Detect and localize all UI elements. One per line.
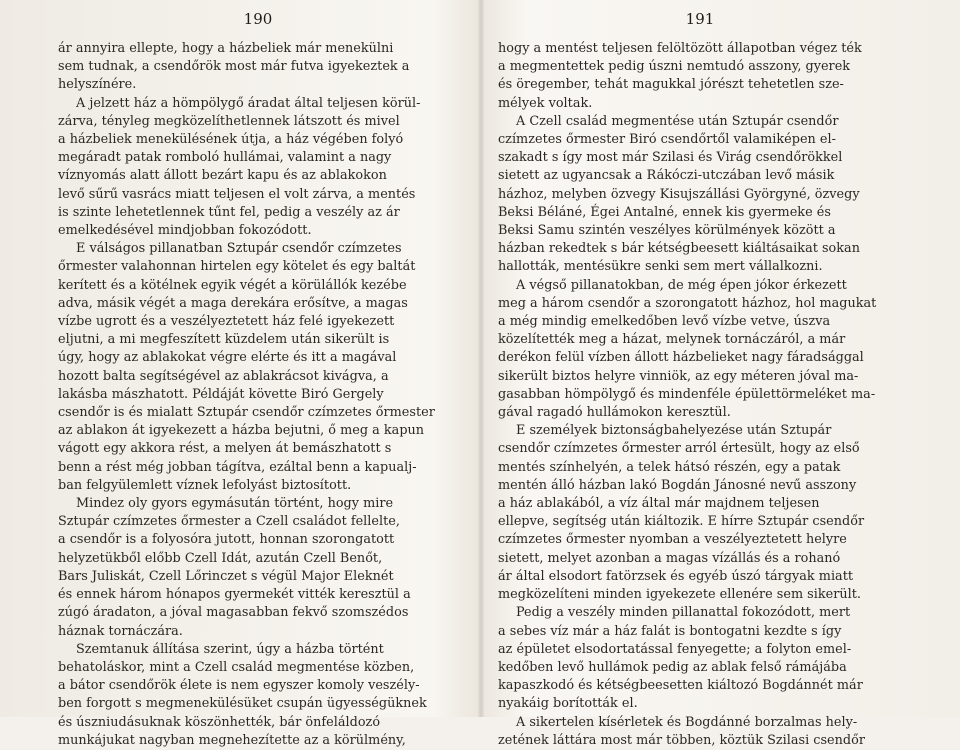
text-line: A Czell család megmentése után Sztupár csendőr: [516, 113, 839, 129]
text-line: közelítették meg a házat, melynek tornáczáról, a már: [498, 332, 846, 348]
text-line: hallották, mentésükre senki sem mert vállalkozni.: [498, 259, 823, 275]
right-page-text: [498, 40, 902, 750]
text-line: az ablakon át igyekezett a házba bejutni, ő meg a kapun: [58, 423, 425, 439]
text-line: gasabban hömpölygő és mindenféle épülettörmeléket ma-: [498, 386, 876, 402]
text-line: benn a rést még jobban tágítva, ezáltal benn a kapualj-: [58, 459, 417, 475]
text-line: szakadt s így most már Szilasi és Virág csendőrökkel: [498, 150, 843, 166]
text-line: behatoláskor, mint a Czell család megmentése közben,: [58, 659, 415, 675]
text-line: megáradt patak romboló hullámai, valamint a nagy: [58, 150, 392, 166]
text-line: Szemtanuk állítása szerint, úgy a házba történt: [76, 641, 384, 657]
text-line: hogy a mentést teljesen felöltözött állapotban végez ték: [498, 41, 862, 56]
text-line: Sztupár czímzetes őrmester a Czell családot fellelte,: [58, 514, 400, 530]
text-line: Pedig a veszély minden pillanattal fokozódott, mert: [516, 605, 851, 621]
left-page-number: 190: [243, 10, 273, 28]
text-line: Bars Juliskát, Czell Lőrinczet s végül Major Eleknét: [58, 568, 394, 584]
text-line: az épületet elsodortatással fenyegette; a folyton emel-: [498, 641, 852, 657]
text-line: munkájukat nagyban megnehezítette az a körülmény,: [58, 732, 406, 748]
text-line: eljutni, a mi megfeszített küzdelem után sikerült is: [58, 332, 390, 348]
text-line: vízbe ugrott és a veszélyeztetett ház felé igyekezett: [58, 314, 395, 330]
text-line: sietett az ugyancsak a Rákóczi-utczában levő másik: [498, 168, 835, 184]
text-line: Mindez oly gyors egymásután történt, hogy mire: [76, 496, 394, 512]
text-line: zetének láttára most már többen, köztük Szilasi csendőr: [498, 732, 865, 748]
text-line: a ház ablakából, a víz által már majdnem teljesen: [498, 496, 820, 512]
text-line: csendőr is és mialatt Sztupár csendőr czímzetes őrmester: [58, 405, 435, 421]
text-line: kerített és a kötélnek egyik végét a körülállók kezébe: [58, 277, 407, 293]
text-line: a sebes víz már a ház falát is bontogatni kezdte s így: [498, 623, 842, 639]
text-line: a bátor csendőrök élete is nem egyszer komoly veszély-: [58, 678, 420, 694]
text-line: hozott balta segítségével az ablakrácsot kivágva, a: [58, 368, 389, 384]
text-line: a még mindig emelkedőben levő vízbe vetve, úszva: [498, 314, 831, 330]
text-line: és ennek három hónapos gyermekét vitték keresztül a: [58, 587, 411, 603]
text-line: czímzetes őrmester nyomban a veszélyeztetett helyre: [498, 532, 847, 548]
text-line: gával ragadó hullámokon keresztül.: [498, 405, 731, 421]
text-line: mentén álló házban lakó Bogdán Jánosné nevű asszony: [498, 477, 857, 493]
text-line: meg a három csendőr a szorongatott házhoz, hol magukat: [498, 295, 877, 311]
text-line: ban felgyülemlett víznek lefolyást biztosított.: [58, 477, 352, 493]
book-gutter: [478, 0, 484, 717]
text-line: őrmester valahonnan hirtelen egy kötelet és egy baltát: [58, 259, 416, 275]
text-line: a csendőr is a folyosóra jutott, honnan szorongatott: [58, 532, 395, 548]
text-line: a megmentettek pedig úszni nemtudó asszony, gyerek: [498, 59, 851, 75]
text-line: ár által elsodort fatörzsek és egyéb úszó tárgyak miatt: [498, 568, 854, 584]
text-line: sietett, melyet azonban a magas vízállás és a rohanó: [498, 550, 841, 566]
text-line: Beksi Samu szintén veszélyes körülmények között a: [498, 223, 836, 239]
text-line: is szinte lehetetlennek tűnt fel, pedig a veszély az ár: [58, 204, 400, 220]
text-line: víznyomás alatt állott bezárt kapu és az ablakokon: [58, 168, 387, 184]
text-line: megközelíteni minden igyekezete ellenére sem sikerült.: [498, 587, 862, 603]
text-line: vágott egy akkora rést, a melyen át bemászhatott s: [58, 441, 392, 457]
text-line: ár annyira ellepte, hogy a házbeliek már menekülni: [58, 41, 394, 56]
text-line: kedőben levő hullámok pedig az ablak felső rámájába: [498, 659, 847, 675]
text-line: A sikertelen kísérletek és Bogdánné borzalmas hely-: [516, 714, 858, 730]
left-page-text: [58, 40, 458, 750]
text-line: házban rekedtek s bár kétségbeesett kiáltásaikat sokan: [498, 241, 860, 257]
text-line: adva, másik végét a maga derekára erősítve, a magas: [58, 295, 408, 311]
text-line: helyszínére.: [58, 77, 137, 93]
text-line: derékon felül vízben állott házbelieket nagy fáradsággal: [498, 350, 864, 366]
text-line: nyakáig borították el.: [498, 696, 638, 712]
text-line: Beksi Béláné, Égei Antalné, ennek kis gyermeke és: [498, 204, 831, 220]
text-line: kapaszkodó és kétségbeesetten kiáltozó Bogdánnét már: [498, 678, 863, 694]
text-line: lakásba mászhatott. Példáját követte Biró Gergely: [58, 386, 384, 402]
right-page: [498, 0, 902, 748]
right-page-number: 191: [685, 10, 715, 28]
text-line: csendőr czímzetes őrmester arról értesült, hogy az első: [498, 441, 860, 457]
text-line: mélyek voltak.: [498, 95, 593, 111]
text-line: mentés színhelyén, a telek hátsó részén, egy a patak: [498, 459, 841, 475]
text-line: A jelzett ház a hömpölygő áradat által teljesen körül-: [76, 95, 421, 111]
text-line: ellepve, segítség után kiáltozik. E hírre Sztupár csendőr: [498, 514, 865, 530]
text-line: zárva, tényleg megközelíthetlennek látszott és mivel: [58, 113, 400, 129]
text-line: sikerült biztos helyre vinniök, az egy méteren jóval ma-: [498, 368, 859, 384]
text-line: czímzetes őrmester Biró csendőrtől valamiképen el-: [498, 132, 836, 148]
text-line: és öregember, tehát magukkal jórészt tehetetlen sze-: [498, 77, 844, 93]
text-line: E válságos pillanatban Sztupár csendőr czímzetes: [76, 241, 402, 257]
text-line: A végső pillanatokban, de még épen jókor érkezett: [516, 277, 847, 293]
text-line: házhoz, melyben özvegy Kisujszállási Györgyné, özvegy: [498, 186, 860, 202]
text-line: és úszniudásuknak köszönhették, bár önfeláldozó: [58, 714, 381, 730]
text-line: ben forgott s megmenekülésüket csupán ügyességüknek: [58, 696, 427, 712]
text-line: sem tudnak, a csendőrök most már futva igyekeztek a: [58, 59, 410, 75]
text-line: a házbeliek menekülésének útja, a ház végében folyó: [58, 132, 404, 148]
text-line: zúgó áradaton, a jóval magasabban fekvő szomszédos: [58, 605, 409, 621]
text-line: E személyek biztonságbahelyezése után Sztupár: [516, 423, 832, 439]
text-line: emelkedésével mindjobban fokozódott.: [58, 223, 312, 239]
text-line: levő sűrű vasrács miatt teljesen el volt zárva, a mentés: [58, 186, 416, 202]
text-line: helyzetükből előbb Czell Idát, azután Czell Benőt,: [58, 550, 383, 566]
text-line: háznak tornáczára.: [58, 623, 183, 639]
text-line: úgy, hogy az ablakokat végre elérte és itt a magával: [58, 350, 397, 366]
left-page: [58, 0, 458, 748]
